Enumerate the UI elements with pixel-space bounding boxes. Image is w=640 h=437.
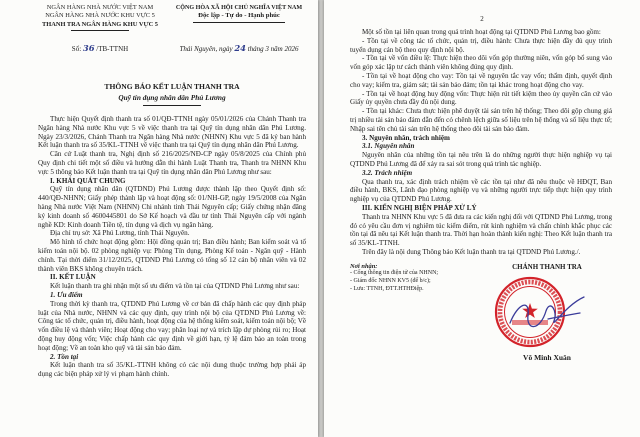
paragraph: Nguyên nhân của những tồn tại nêu trên là do những người thực hiện nghiệp vụ tại QTDND Phú Lương đã để xảy ra sai sót trong quá trình tác nghiệp. xyxy=(350,151,612,168)
national-title: CỘNG HÒA XÃ HỘI CHỦ NGHĨA VIỆT NAM xyxy=(175,5,303,11)
handwritten-number: 36 xyxy=(82,43,95,53)
agency-line-parent: NGÂN HÀNG NHÀ NƯỚC VIỆT NAM xyxy=(46,4,154,11)
place-and-date xyxy=(163,43,315,53)
paragraph: Trong thời kỳ thanh tra, QTDND Phú Lương về cơ bản đã chấp hành các quy định pháp luật của Nhà nước, NHNN và các quy định, quy trình nội bộ của QTDND Phú Lương về: Công tác tổ chức, quản trị, điều hành, hoạt động của hệ thống kiểm soát, kiểm toán nội bộ; Về vốn điều lệ và thành viên; Hoạt động cho vay; phân loại nợ và trích lập dự phòng rủi ro; Hoạt động huy động vốn; Việc chấp hành các quy định về giới hạn, tỷ lệ đảm bảo an toàn trong hoạt động; Về an toàn kho quỹ và tài sản bảo đảm. xyxy=(38,299,306,352)
place-date-suffix: tháng 3 năm 2026 xyxy=(247,45,299,53)
issuing-unit: THANH TRA NGÂN HÀNG KHU VỰC 5 xyxy=(42,20,158,28)
document-page-1 xyxy=(0,0,318,437)
paragraph: Thanh tra NHNN Khu vực 5 đã đưa ra các kiến nghị đối với QTDND Phú Lương, trong đó có yêu cầu đơn vị nghiêm túc kiểm điểm, rút kinh nghiệm và chấn chỉnh khắc phục các tồn tại đã nêu tại Kết luận thanh tra. Thời hạn hoàn thành kiến nghị: Theo Kết luận thanh tra số 35/KL-TTNH. xyxy=(350,212,612,248)
title-rule xyxy=(143,105,201,106)
signer-name: Võ Minh Xuân xyxy=(523,352,571,362)
section-heading: II. KẾT LUẬN xyxy=(50,273,96,282)
paragraph: Căn cứ Luật thanh tra, Nghị định số 216/2025/NĐ-CP ngày 05/8/2025 của Chính phủ Quy định chi tiết một số điều và hướng dẫn thi hành Luật Thanh tra, Thanh tra NHNN Khu vực 5 thông báo Kết luận thanh tra tại Quỹ tín dụng nhân dân Phú Lương như sau: xyxy=(38,150,306,176)
document-number xyxy=(30,43,170,53)
list-item: - Tồn tại về công tác tổ chức, quản trị, điều hành: Chưa thực hiện đầy đủ quy trình tuyển dụng cán bộ theo quy định nội bộ. xyxy=(350,36,612,54)
paragraph: Địa chỉ trụ sở: Xã Phú Lương, tỉnh Thái Nguyên. xyxy=(50,229,190,238)
paragraph: Qua thanh tra, xác định trách nhiệm về các tồn tại như đã nêu thuộc về HĐQT, Ban điều hành, BKS, Lãnh đạo phòng nghiệp vụ và những người trực tiếp thực hiện quy trình nghiệp vụ của QTDND Phú Lương. xyxy=(350,177,612,204)
document-title: THÔNG BÁO KẾT LUẬN THANH TRA xyxy=(104,82,240,91)
section-heading: I. KHÁI QUÁT CHUNG xyxy=(50,176,126,185)
recipients-heading: Nơi nhận: xyxy=(350,262,378,270)
handwritten-day: 24 xyxy=(234,43,246,53)
list-item: - Tồn tại về hoạt động huy động vốn: Thực hiện rút tiết kiệm theo ủy quyền căn cứ vào Giấy ủy quyền chưa đầy đủ nội dung. xyxy=(350,89,612,107)
paragraph: Mô hình tổ chức hoạt động gồm: Hội đồng quản trị; Ban điều hành; Ban kiểm soát và tổ kiểm toán nội bộ. 02 phòng nghiệp vụ: Phòng Tín dụng, Phòng Kế toán - Ngân quỹ - Hành chính. Tại thời điểm 31/12/2025, QTDND Phú Lương có tổng số 12 cán bộ nhân viên và 02 thành viên BKS không chuyên trách. xyxy=(38,238,306,273)
national-header-rule xyxy=(193,22,285,23)
recipient-item: - Lưu: TTNH, ĐTT.HTHĐiệp. xyxy=(350,285,424,292)
paragraph: Quỹ tín dụng nhân dân (QTDND) Phú Lương được thành lập theo Quyết định số: 440/QĐ-NHNN; Giấy phép thành lập và hoạt động số: 01/NH-GP, ngày 19/5/2008 của Ngân hàng Nhà nước Việt Nam (NHNN) Chi nhánh tỉnh Thái Nguyên cấp; Giấy chứng nhận đăng ký kinh doanh số 4600445801 do Sở Kế hoạch và đầu tư tỉnh Thái Nguyên cấp với ngành nghề KD: Kinh doanh Tiền tệ, tín dụng và dịch vụ ngân hàng. xyxy=(38,185,306,229)
page-number: 2 xyxy=(480,15,484,23)
national-motto: Độc lập - Tự do - Hạnh phúc xyxy=(198,12,280,20)
signer-title: CHÁNH THANH TRA xyxy=(512,262,582,271)
agency-line-regional: NGÂN HÀNG NHÀ NƯỚC KHU VỰC 5 xyxy=(45,12,155,20)
section-heading: 3. Nguyên nhân, trách nhiệm xyxy=(362,133,450,142)
official-seal-and-signature xyxy=(488,273,588,351)
agency-header-rule xyxy=(71,30,129,31)
paragraph: Kết luận thanh tra số 35/KL-TTNH không có các nội dung thuộc trường hợp phải áp dụng các biện pháp xử lý vi phạm hành chính. xyxy=(38,361,306,379)
recipients-block xyxy=(350,263,480,362)
page-2-body xyxy=(350,28,612,362)
document-number-prefix: Số: xyxy=(71,45,82,53)
list-item: - Tồn tại về hoạt động cho vay: Tồn tại về nguyên tắc vay vốn; thẩm định, quyết định cho vay; kiểm tra, giám sát; tài sản bảo đảm; tồn tại khác trong hoạt động cho vay. xyxy=(350,71,612,89)
subsection-heading: 3.2. Trách nhiệm xyxy=(362,168,413,177)
list-item: - Tồn tại về vốn điều lệ: Thực hiện theo dõi vốn góp thường niên, vốn góp bổ sung vào vốn góp xác lập tư cách thành viên không đúng quy định. xyxy=(350,54,612,72)
recipient-item: - Cổng thông tin điện tử của NHNN; xyxy=(350,270,439,277)
agency-header xyxy=(30,4,170,31)
list-item: - Tồn tại khác: Chưa thực hiện phê duyệt tài sản trên hệ thống; Theo dõi gộp chung giá trị nhiều tài sản bảo đảm dẫn đến có chênh lệch giữa số liệu trên hệ thống và số liệu thực tế; Nhập sai tên chủ tài sản trên hệ thống theo dõi tài sản bảo đảm. xyxy=(350,107,612,133)
seal-stamp-icon xyxy=(496,278,564,346)
paragraph: Kết luận thanh tra ghi nhận một số ưu điểm và tồn tại của QTDND Phú Lương như sau: xyxy=(50,282,300,291)
national-header xyxy=(163,4,315,23)
place-date-prefix: Thái Nguyên, ngày xyxy=(179,45,233,53)
paragraph: Thực hiện Quyết định thanh tra số 01/QĐ-TTNH ngày 05/01/2026 của Chánh Thanh tra Ngân hàng Nhà nước Khu vực 5 về việc thanh tra tại Quỹ tín dụng nhân dân Phú Lương. Ngày 23/3/2026, Chánh Thanh tra Ngân hàng Nhà nước (NHNN) Khu vực 5 đã ký ban hành Kết luận thanh tra số 35/KL-TTNH về việc thanh tra tại Quỹ tín dụng nhân dân Phú Lương. xyxy=(38,115,306,150)
subsection-heading: 1. Ưu điểm xyxy=(50,290,83,299)
document-page-2 xyxy=(324,0,640,437)
subsection-heading: 2. Tồn tại xyxy=(50,352,79,361)
section-heading: III. KIẾN NGHỊ BIỆN PHÁP XỬ LÝ xyxy=(362,203,477,212)
closing-paragraph: Trên đây là nội dung Thông báo Kết luận thanh tra tại QTDND Phú Lương./. xyxy=(362,247,581,256)
paragraph: Một số tồn tại liên quan trong quá trình hoạt động tại QTDND Phú Lương bao gồm: xyxy=(362,28,601,36)
subsection-heading: 3.1. Nguyên nhân xyxy=(362,142,415,151)
recipient-item: - Giám đốc NHNN KV5 (để b/c); xyxy=(350,277,431,284)
page-1-body xyxy=(38,115,306,379)
document-number-suffix: /TB-TTNH xyxy=(96,45,129,53)
signer-block xyxy=(482,263,612,362)
document-subtitle: Quỹ tín dụng nhân dân Phú Lương xyxy=(118,93,226,102)
signature-footer xyxy=(350,263,612,362)
